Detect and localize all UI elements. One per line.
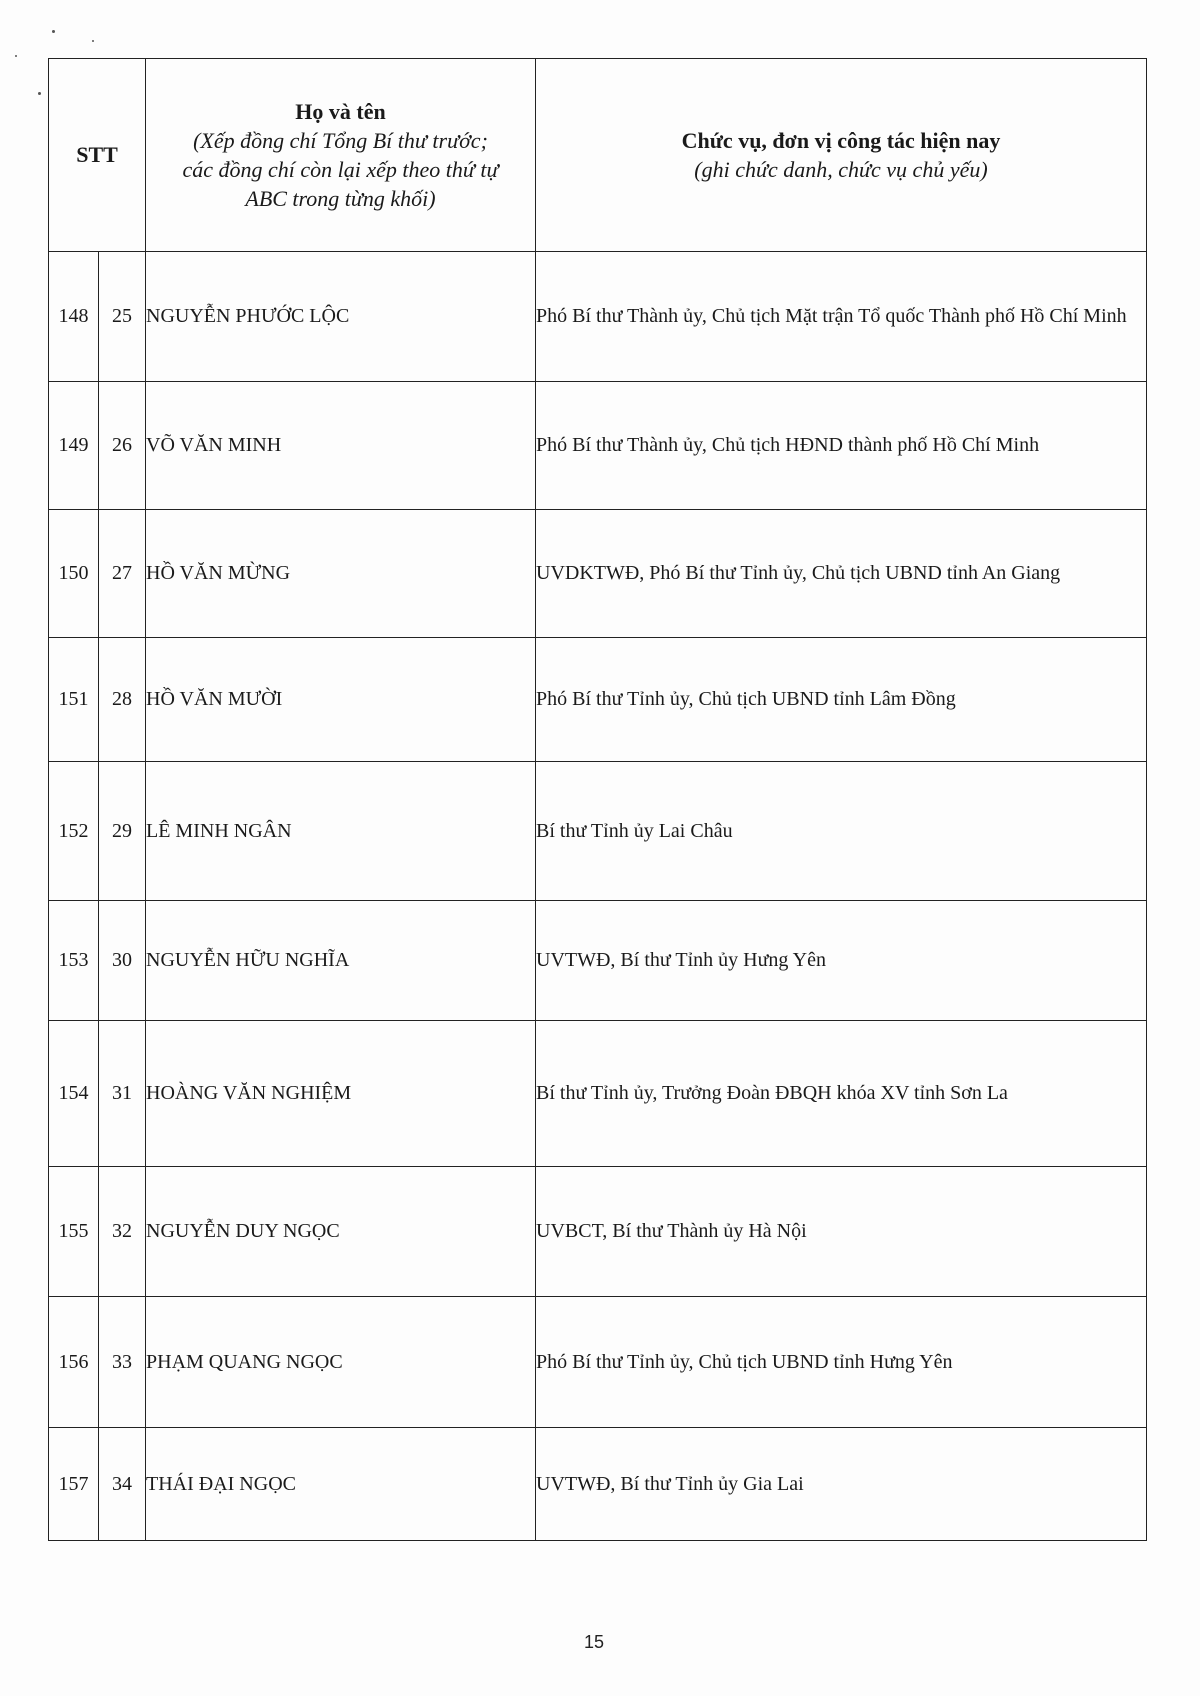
row-stt: 153 — [49, 901, 99, 1021]
row-stt: 151 — [49, 638, 99, 762]
table-row — [49, 252, 1147, 382]
row-sub-number: 27 — [99, 510, 146, 638]
personnel-table — [48, 58, 1147, 1541]
row-name: VÕ VĂN MINH — [146, 382, 536, 510]
table-row — [49, 901, 1147, 1021]
table-row — [49, 638, 1147, 762]
row-name: NGUYỄN PHƯỚC LỘC — [146, 252, 536, 382]
row-name: THÁI ĐẠI NGỌC — [146, 1428, 536, 1541]
table-header-row — [49, 59, 1147, 252]
row-stt: 155 — [49, 1167, 99, 1297]
table-row — [49, 1021, 1147, 1167]
row-name: HỒ VĂN MƯỜI — [146, 638, 536, 762]
header-name-note: (Xếp đồng chí Tổng Bí thư trước; — [193, 128, 488, 153]
row-name: HOÀNG VĂN NGHIỆM — [146, 1021, 536, 1167]
row-sub-number: 25 — [99, 252, 146, 382]
row-sub-number: 33 — [99, 1297, 146, 1428]
row-stt: 149 — [49, 382, 99, 510]
row-position: Phó Bí thư Tỉnh ủy, Chủ tịch UBND tỉnh Lâm Đồng — [536, 638, 1147, 762]
header-position-title: Chức vụ, đơn vị công tác hiện nay — [681, 128, 1001, 153]
row-stt: 152 — [49, 762, 99, 901]
scan-speck — [52, 30, 55, 33]
row-name: NGUYỄN HỮU NGHĨA — [146, 901, 536, 1021]
row-name: HỒ VĂN MỪNG — [146, 510, 536, 638]
row-position: Bí thư Tỉnh ủy Lai Châu — [536, 762, 1147, 901]
row-position: UVTWĐ, Bí thư Tỉnh ủy Gia Lai — [536, 1428, 1147, 1541]
row-sub-number: 30 — [99, 901, 146, 1021]
table-row — [49, 1167, 1147, 1297]
row-sub-number: 26 — [99, 382, 146, 510]
row-sub-number: 32 — [99, 1167, 146, 1297]
row-position: UVBCT, Bí thư Thành ủy Hà Nội — [536, 1167, 1147, 1297]
header-name — [146, 59, 536, 252]
header-name-title: Họ và tên — [295, 99, 386, 124]
scan-speck — [92, 40, 94, 42]
header-stt: STT — [49, 59, 146, 252]
row-sub-number: 31 — [99, 1021, 146, 1167]
scan-speck — [38, 92, 41, 95]
row-position: UVTWĐ, Bí thư Tỉnh ủy Hưng Yên — [536, 901, 1147, 1021]
scan-speck — [15, 55, 17, 57]
row-position: Bí thư Tỉnh ủy, Trưởng Đoàn ĐBQH khóa XV tỉnh Sơn La — [536, 1021, 1147, 1167]
row-stt: 156 — [49, 1297, 99, 1428]
row-position: UVDKTWĐ, Phó Bí thư Tỉnh ủy, Chủ tịch UBND tỉnh An Giang — [536, 510, 1147, 638]
row-name: LÊ MINH NGÂN — [146, 762, 536, 901]
table-row — [49, 510, 1147, 638]
row-stt: 154 — [49, 1021, 99, 1167]
row-position: Phó Bí thư Tỉnh ủy, Chủ tịch UBND tỉnh Hưng Yên — [536, 1297, 1147, 1428]
table-row — [49, 1428, 1147, 1541]
header-position-note: (ghi chức danh, chức vụ chủ yếu) — [694, 157, 988, 182]
row-stt: 150 — [49, 510, 99, 638]
table-row — [49, 762, 1147, 901]
header-position — [536, 59, 1147, 252]
table-row — [49, 1297, 1147, 1428]
table-row — [49, 382, 1147, 510]
row-stt: 148 — [49, 252, 99, 382]
row-name: PHẠM QUANG NGỌC — [146, 1297, 536, 1428]
header-name-note: ABC trong từng khối) — [245, 186, 436, 211]
row-sub-number: 29 — [99, 762, 146, 901]
header-name-note: các đồng chí còn lại xếp theo thứ tự — [182, 157, 499, 182]
row-sub-number: 28 — [99, 638, 146, 762]
row-sub-number: 34 — [99, 1428, 146, 1541]
row-stt: 157 — [49, 1428, 99, 1541]
row-name: NGUYỄN DUY NGỌC — [146, 1167, 536, 1297]
row-position: Phó Bí thư Thành ủy, Chủ tịch HĐND thành phố Hồ Chí Minh — [536, 382, 1147, 510]
row-position: Phó Bí thư Thành ủy, Chủ tịch Mặt trận Tổ quốc Thành phố Hồ Chí Minh — [536, 252, 1147, 382]
page-number: 15 — [583, 1632, 605, 1652]
